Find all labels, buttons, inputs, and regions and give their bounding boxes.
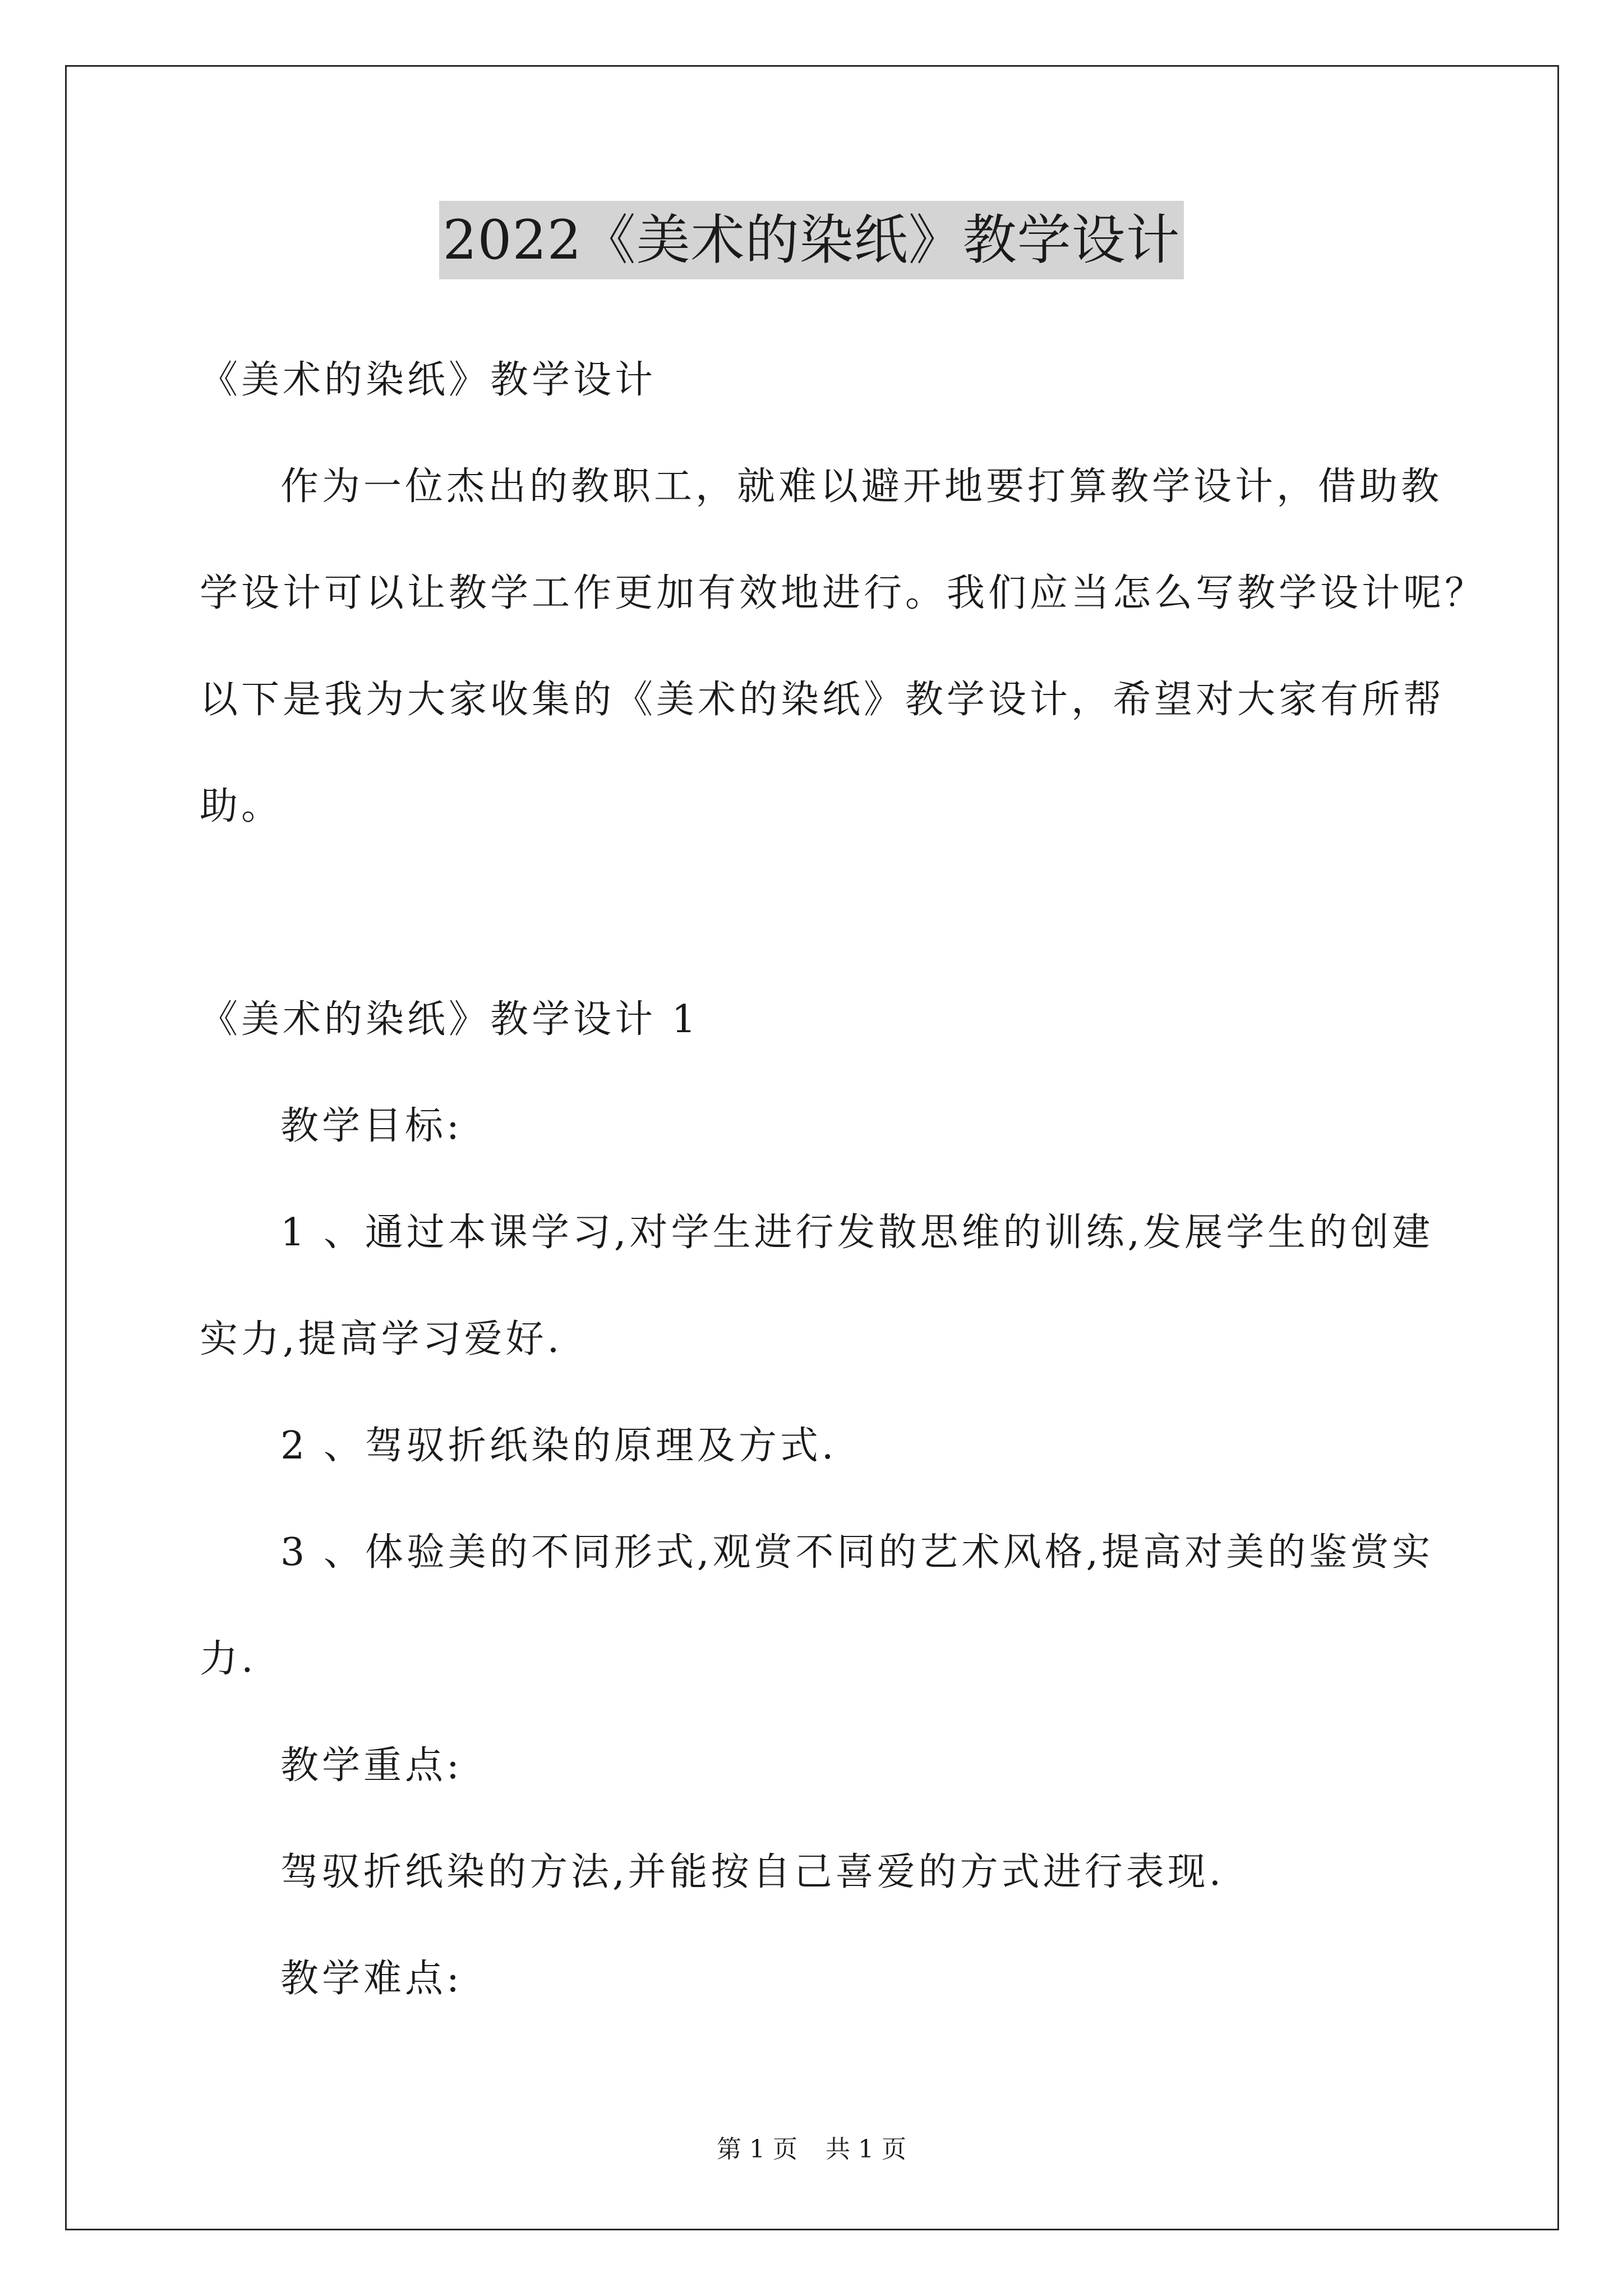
page-total: 共 1 页 (826, 2135, 906, 2164)
objective-1-line-2: 实力,提高学习爱好. (200, 1317, 563, 1361)
objective-3-line-2: 力. (200, 1637, 257, 1681)
document-title: 2022《美术的染纸》教学设计 (439, 201, 1183, 279)
objectives-heading: 教学目标: (280, 1104, 463, 1148)
difficulties-heading: 教学难点: (280, 1957, 463, 2001)
key-points-heading: 教学重点: (280, 1743, 463, 1788)
intro-line-2: 学设计可以让教学工作更加有效地进行。我们应当怎么写教学设计呢？ (200, 571, 1487, 615)
intro-line-1: 作为一位杰出的教职工，就难以避开地要打算教学设计，借助教 (280, 464, 1443, 509)
subtitle-line: 《美术的染纸》教学设计 (200, 358, 657, 402)
intro-line-4: 助。 (200, 784, 283, 829)
objective-1-line-1: 1 、通过本课学习,对学生进行发散思维的训练,发展学生的创建 (280, 1211, 1434, 1255)
objective-2: 2 、驾驭折纸染的原理及方式. (280, 1424, 837, 1468)
page-number: 第 1 页 (717, 2135, 797, 2164)
page-footer (0, 2133, 1623, 2166)
title-container (0, 201, 1623, 279)
objective-3-line-1: 3 、体验美的不同形式,观赏不同的艺术风格,提高对美的鉴赏实 (280, 1530, 1434, 1575)
key-points-text: 驾驭折纸染的方法,并能按自己喜爱的方式进行表现. (280, 1850, 1225, 1894)
intro-line-3: 以下是我为大家收集的《美术的染纸》教学设计，希望对大家有所帮 (200, 678, 1445, 722)
section-heading-1: 《美术的染纸》教学设计 1 (200, 997, 699, 1042)
